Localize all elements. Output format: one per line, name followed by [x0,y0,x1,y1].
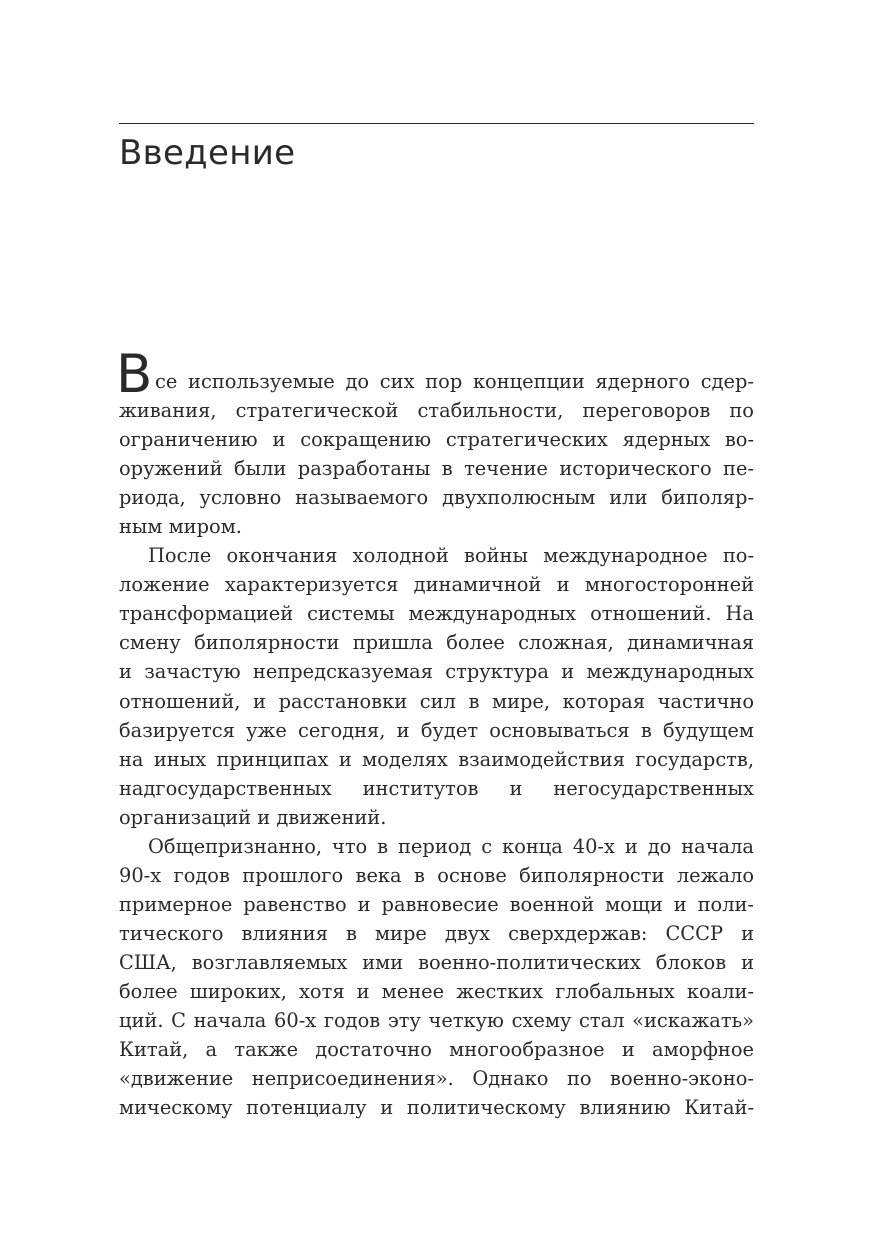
text-line: США, возглавляемых ими военно-политических блоков и [119,950,754,974]
paragraph-3 [119,832,754,1122]
text-line: организаций и движений. [119,805,387,829]
text-line: Китай, а также достаточно многообразное и аморфное [119,1038,754,1062]
text-line: ций. С начала 60-х годов эту четкую схему стал «искажать» [119,1009,754,1033]
chapter-rule [119,123,754,124]
chapter-title: Введение [119,133,296,173]
text-line: и зачастую непредсказуемая структура и международных [119,660,754,684]
text-line: тического влияния в мире двух сверхдержав: СССР и [119,921,754,945]
text-line: смену биполярности пришла более сложная, динамичная [119,631,754,655]
text-line: ным миром. [119,515,242,539]
text-line: живания, стратегической стабильности, переговоров по [119,399,754,423]
text-line: базируется уже сегодня, и будет основываться в будущем [119,718,754,742]
text-line: более широких, хотя и менее жестких глобальных коали- [119,979,754,1003]
text-line: се используемые до сих пор концепции ядерного сдер- [155,370,754,393]
text-line: отношений, и расстановки сил в мире, которая частично [119,689,754,713]
text-line: ложение характеризуется динамичной и многосторонней [119,573,754,597]
text-line: риода, условно называемого двухполюсным или биполяр- [119,486,754,510]
text-line: ограничению и сокращению стратегических ядерных во- [119,428,754,452]
text-line: «движение неприсоединения». Однако по военно-эконо- [119,1067,754,1091]
text-line: мическому потенциалу и политическому влиянию Китай- [119,1096,754,1120]
text-line: надгосударственных институтов и негосударственных [119,776,754,800]
body-text [116,344,754,1122]
text-line: 90-х годов прошлого века в основе биполярности лежало [119,863,754,887]
drop-cap: В [116,344,153,405]
text-line: трансформацией системы международных отношений. На [119,602,754,626]
text-line: После окончания холодной войны международное по- [148,544,754,568]
text-line: оружений были разработаны в течение исторического пе- [119,457,754,481]
text-line: Общепризнанно, что в период с конца 40-х и до начала [148,834,754,858]
text-line: на иных принципах и моделях взаимодействия государств, [119,747,754,771]
paragraph-2 [119,541,754,831]
text-line: примерное равенство и равновесие военной мощи и поли- [119,892,754,916]
paragraph-1 [116,344,754,541]
